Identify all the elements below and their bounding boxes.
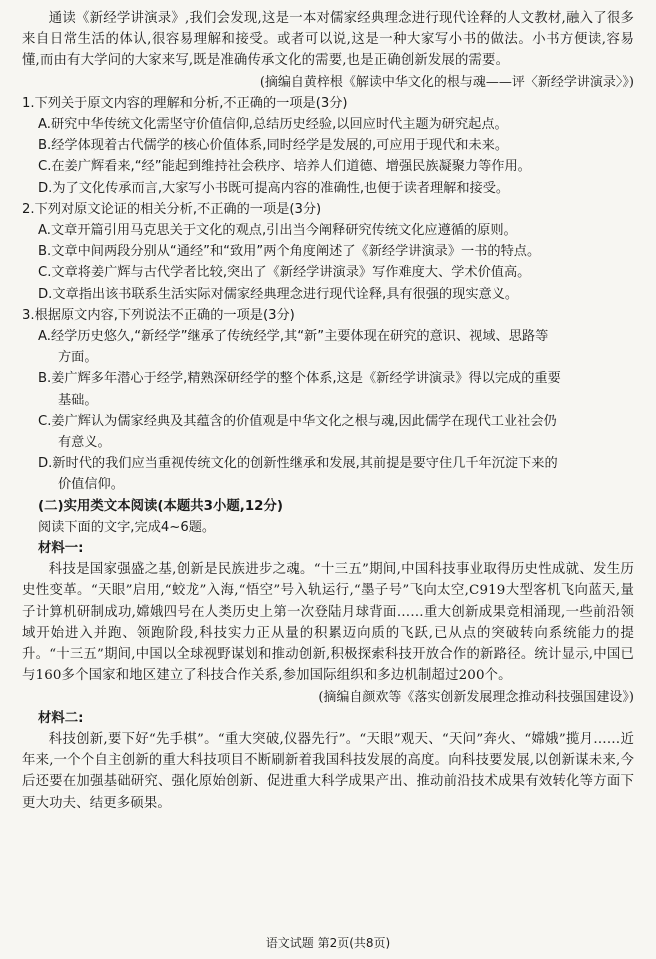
option-b: B.姜广辉多年潜心于经学,精熟深研经学的整个体系,这是《新经学讲演录》得以完成的重要 基础。 [38, 371, 561, 408]
option-d: D.新时代的我们应当重视传统文化的创新性继承和发展,其前提是要守住几千年沉淀下来的 价值信仰。 [38, 456, 558, 493]
question-stem: 3.根据原文内容,下列说法不正确的一项是(3分) [22, 307, 295, 323]
option-a: A.研究中华传统文化需坚守价值信仰,总结历史经验,以回应时代主题为研究起点。 [38, 117, 508, 133]
option-d: D.文章指出该书联系生活实际对儒家经典理念进行现代诠释,具有很强的现实意义。 [38, 286, 519, 302]
material-1-text: 科技是国家强盛之基,创新是民族进步之魂。“十三五”期间,中国科技事业取得历史性成就、发生历史性变革。“天眼”启用,“蛟龙”入海,“悟空”号入轨运行,“墨子号”飞向太空,C919大型客机飞向蓝天,量子计算机研制成功,嫦娥四号在人类历史上第一次登陆月球背面……重大创新成果竞相涌现,一些前沿领域开始进入并跑、领跑阶段,科技实力正从量的积累迈向质的飞跃,已从点的突破转向系统能力的提升。“十三五”期间,中国以全球视野谋划和推动创新,积极探索科技开放合作的新路径。统计显示,中国已与160多个国家和地区建立了科技合作关系,参加国际组织和多边机制超过200个。 [22, 562, 634, 684]
option-a: A.文章开篇引用马克思关于文化的观点,引出当今阐释研究传统文化应遵循的原则。 [38, 223, 517, 239]
option-b: B.文章中间两段分别从“通经”和“致用”两个角度阐述了《新经学讲演录》一书的特点。 [38, 244, 541, 260]
question-stem: 2.下列对原文论证的相关分析,不正确的一项是(3分) [22, 201, 322, 217]
question-stem: 1.下列关于原文内容的理解和分析,不正确的一项是(3分) [22, 95, 348, 111]
question-3 [22, 305, 634, 496]
material-1-source: (摘编自颜欢等《落实创新发展理念推动科技强国建设》) [318, 689, 634, 705]
instruction: 阅读下面的文字,完成4~6题。 [38, 519, 216, 535]
material-2-label: 材料二: [38, 710, 84, 726]
page-footer: 语文试题 第2页(共8页) [265, 936, 391, 950]
question-1 [22, 93, 634, 199]
option-c: C.在姜广辉看来,“经”能起到维持社会秩序、培养人们道德、增强民族凝聚力等作用。 [38, 159, 531, 175]
option-a: A.经学历史悠久,“新经学”继承了传统经学,其“新”主要体现在研究的意识、视域、思路等 方面。 [38, 329, 549, 366]
material-1-label: 材料一: [38, 541, 84, 557]
passage-tail: 通读《新经学讲演录》,我们会发现,这是一本对儒家经典理念进行现代诠释的人文教材,融入了很多来自日常生活的体认,很容易理解和接受。或者可以说,这是一种大家写小书的做法。小书方便读,容易懂,而由有大学问的大家来写,既是准确传承文化的需要,也是正确创新发展的需要。 [22, 11, 634, 69]
question-2 [22, 199, 634, 305]
option-c: C.文章将姜广辉与古代学者比较,突出了《新经学讲演录》写作难度大、学术价值高。 [38, 265, 531, 281]
option-b: B.经学体现着古代儒学的核心价值体系,同时经学是发展的,可应用于现代和未来。 [38, 138, 509, 154]
option-d: D.为了文化传承而言,大家写小书既可提高内容的准确性,也便于读者理解和接受。 [38, 180, 510, 196]
section-title: (二)实用类文本阅读(本题共3小题,12分) [38, 498, 283, 514]
option-c: C.姜广辉认为儒家经典及其蕴含的价值观是中华文化之根与魂,因此儒学在现代工业社会仍 有意义。 [38, 413, 557, 451]
passage-source: (摘编自黄梓根《解读中华文化的根与魂——评〈新经学讲演录〉》) [259, 74, 634, 90]
material-2-text: 科技创新,要下好“先手棋”。“重大突破,仪器先行”。“天眼”观天、“天问”奔火、“嫦娥”揽月……近年来,一个个自主创新的重大科技项目不断刷新着我国科技发展的高度。向科技要发展,以创新谋未来,今后还要在加强基础研究、强化原始创新、促进重大科学成果产出、推动前沿技术成果有效转化等方面下更大功夫、结更多硕果。 [22, 731, 634, 811]
